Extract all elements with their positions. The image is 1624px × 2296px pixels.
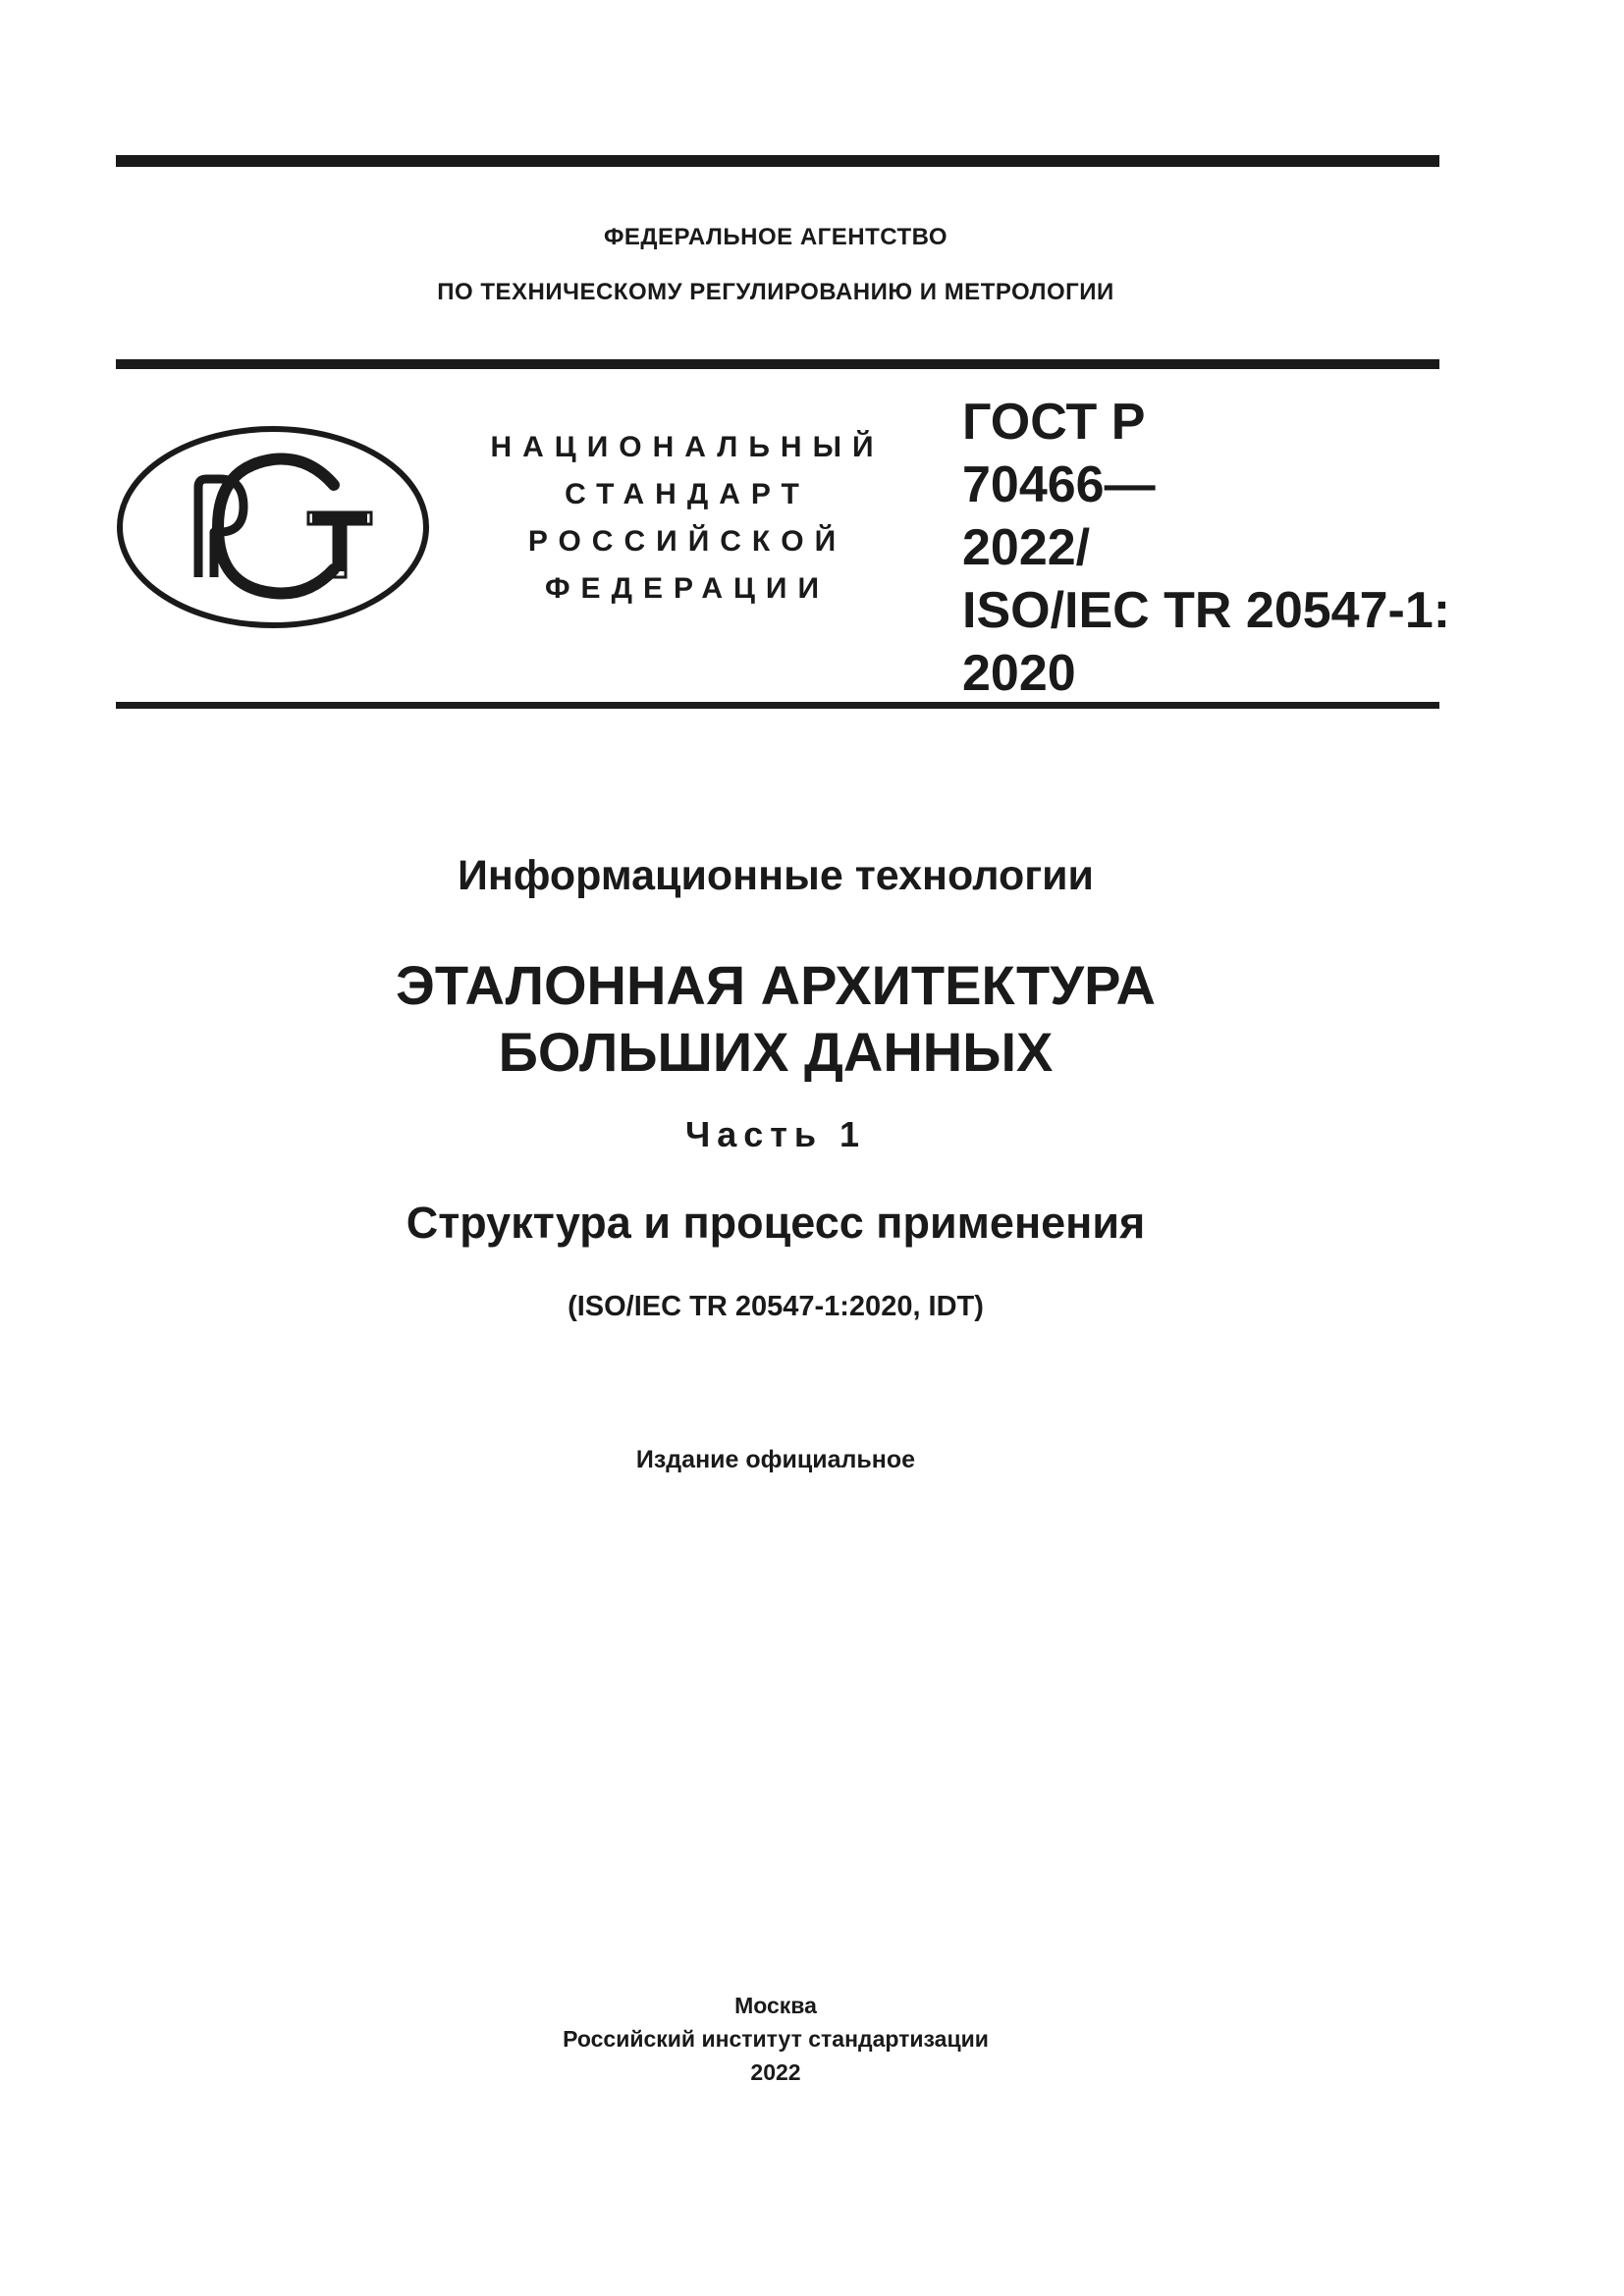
middle-rule bbox=[116, 359, 1439, 369]
footer-city: Москва bbox=[734, 1993, 817, 2018]
title-line-1: ЭТАЛОННАЯ АРХИТЕКТУРА bbox=[396, 954, 1156, 1016]
top-rule bbox=[116, 155, 1439, 167]
designation-line-1: ГОСТ Р bbox=[962, 394, 1146, 451]
document-subtitle: Структура и процесс применения bbox=[406, 1198, 1146, 1248]
document-title bbox=[0, 952, 1551, 1086]
national-line-4: ФЕДЕРАЦИИ bbox=[544, 572, 831, 605]
designation-line-4: ISO/IEC TR 20547-1: bbox=[962, 582, 1451, 639]
designation-line-2: 70466— bbox=[962, 456, 1156, 513]
standard-designation bbox=[962, 391, 1450, 705]
edition-note: Издание официальное bbox=[635, 1446, 916, 1473]
designation-line-5: 2020 bbox=[962, 645, 1076, 702]
national-line-2: СТАНДАРТ bbox=[565, 478, 810, 510]
footer-publisher: Российский институт стандартизации bbox=[563, 2026, 989, 2052]
footer-year: 2022 bbox=[750, 2059, 801, 2085]
agency-line-2: ПО ТЕХНИЧЕСКОМУ РЕГУЛИРОВАНИЮ И МЕТРОЛОГИИ bbox=[437, 279, 1114, 305]
designation-line-3: 2022/ bbox=[962, 519, 1091, 576]
rst-mark-icon bbox=[116, 424, 430, 630]
agency-line-1: ФЕДЕРАЛЬНОЕ АГЕНТСТВО bbox=[603, 224, 948, 250]
iso-reference: (ISO/IEC TR 20547-1:2020, IDT) bbox=[568, 1291, 984, 1322]
national-standard-label bbox=[461, 424, 913, 613]
document-part: Часть 1 bbox=[684, 1114, 867, 1154]
national-line-1: НАЦИОНАЛЬНЫЙ bbox=[490, 431, 885, 463]
national-line-3: РОССИЙСКОЙ bbox=[527, 525, 847, 558]
publication-footer bbox=[0, 1989, 1551, 2089]
title-line-2: БОЛЬШИХ ДАННЫХ bbox=[498, 1021, 1054, 1083]
lower-rule bbox=[116, 702, 1439, 709]
document-series: Информационные технологии bbox=[457, 852, 1094, 899]
